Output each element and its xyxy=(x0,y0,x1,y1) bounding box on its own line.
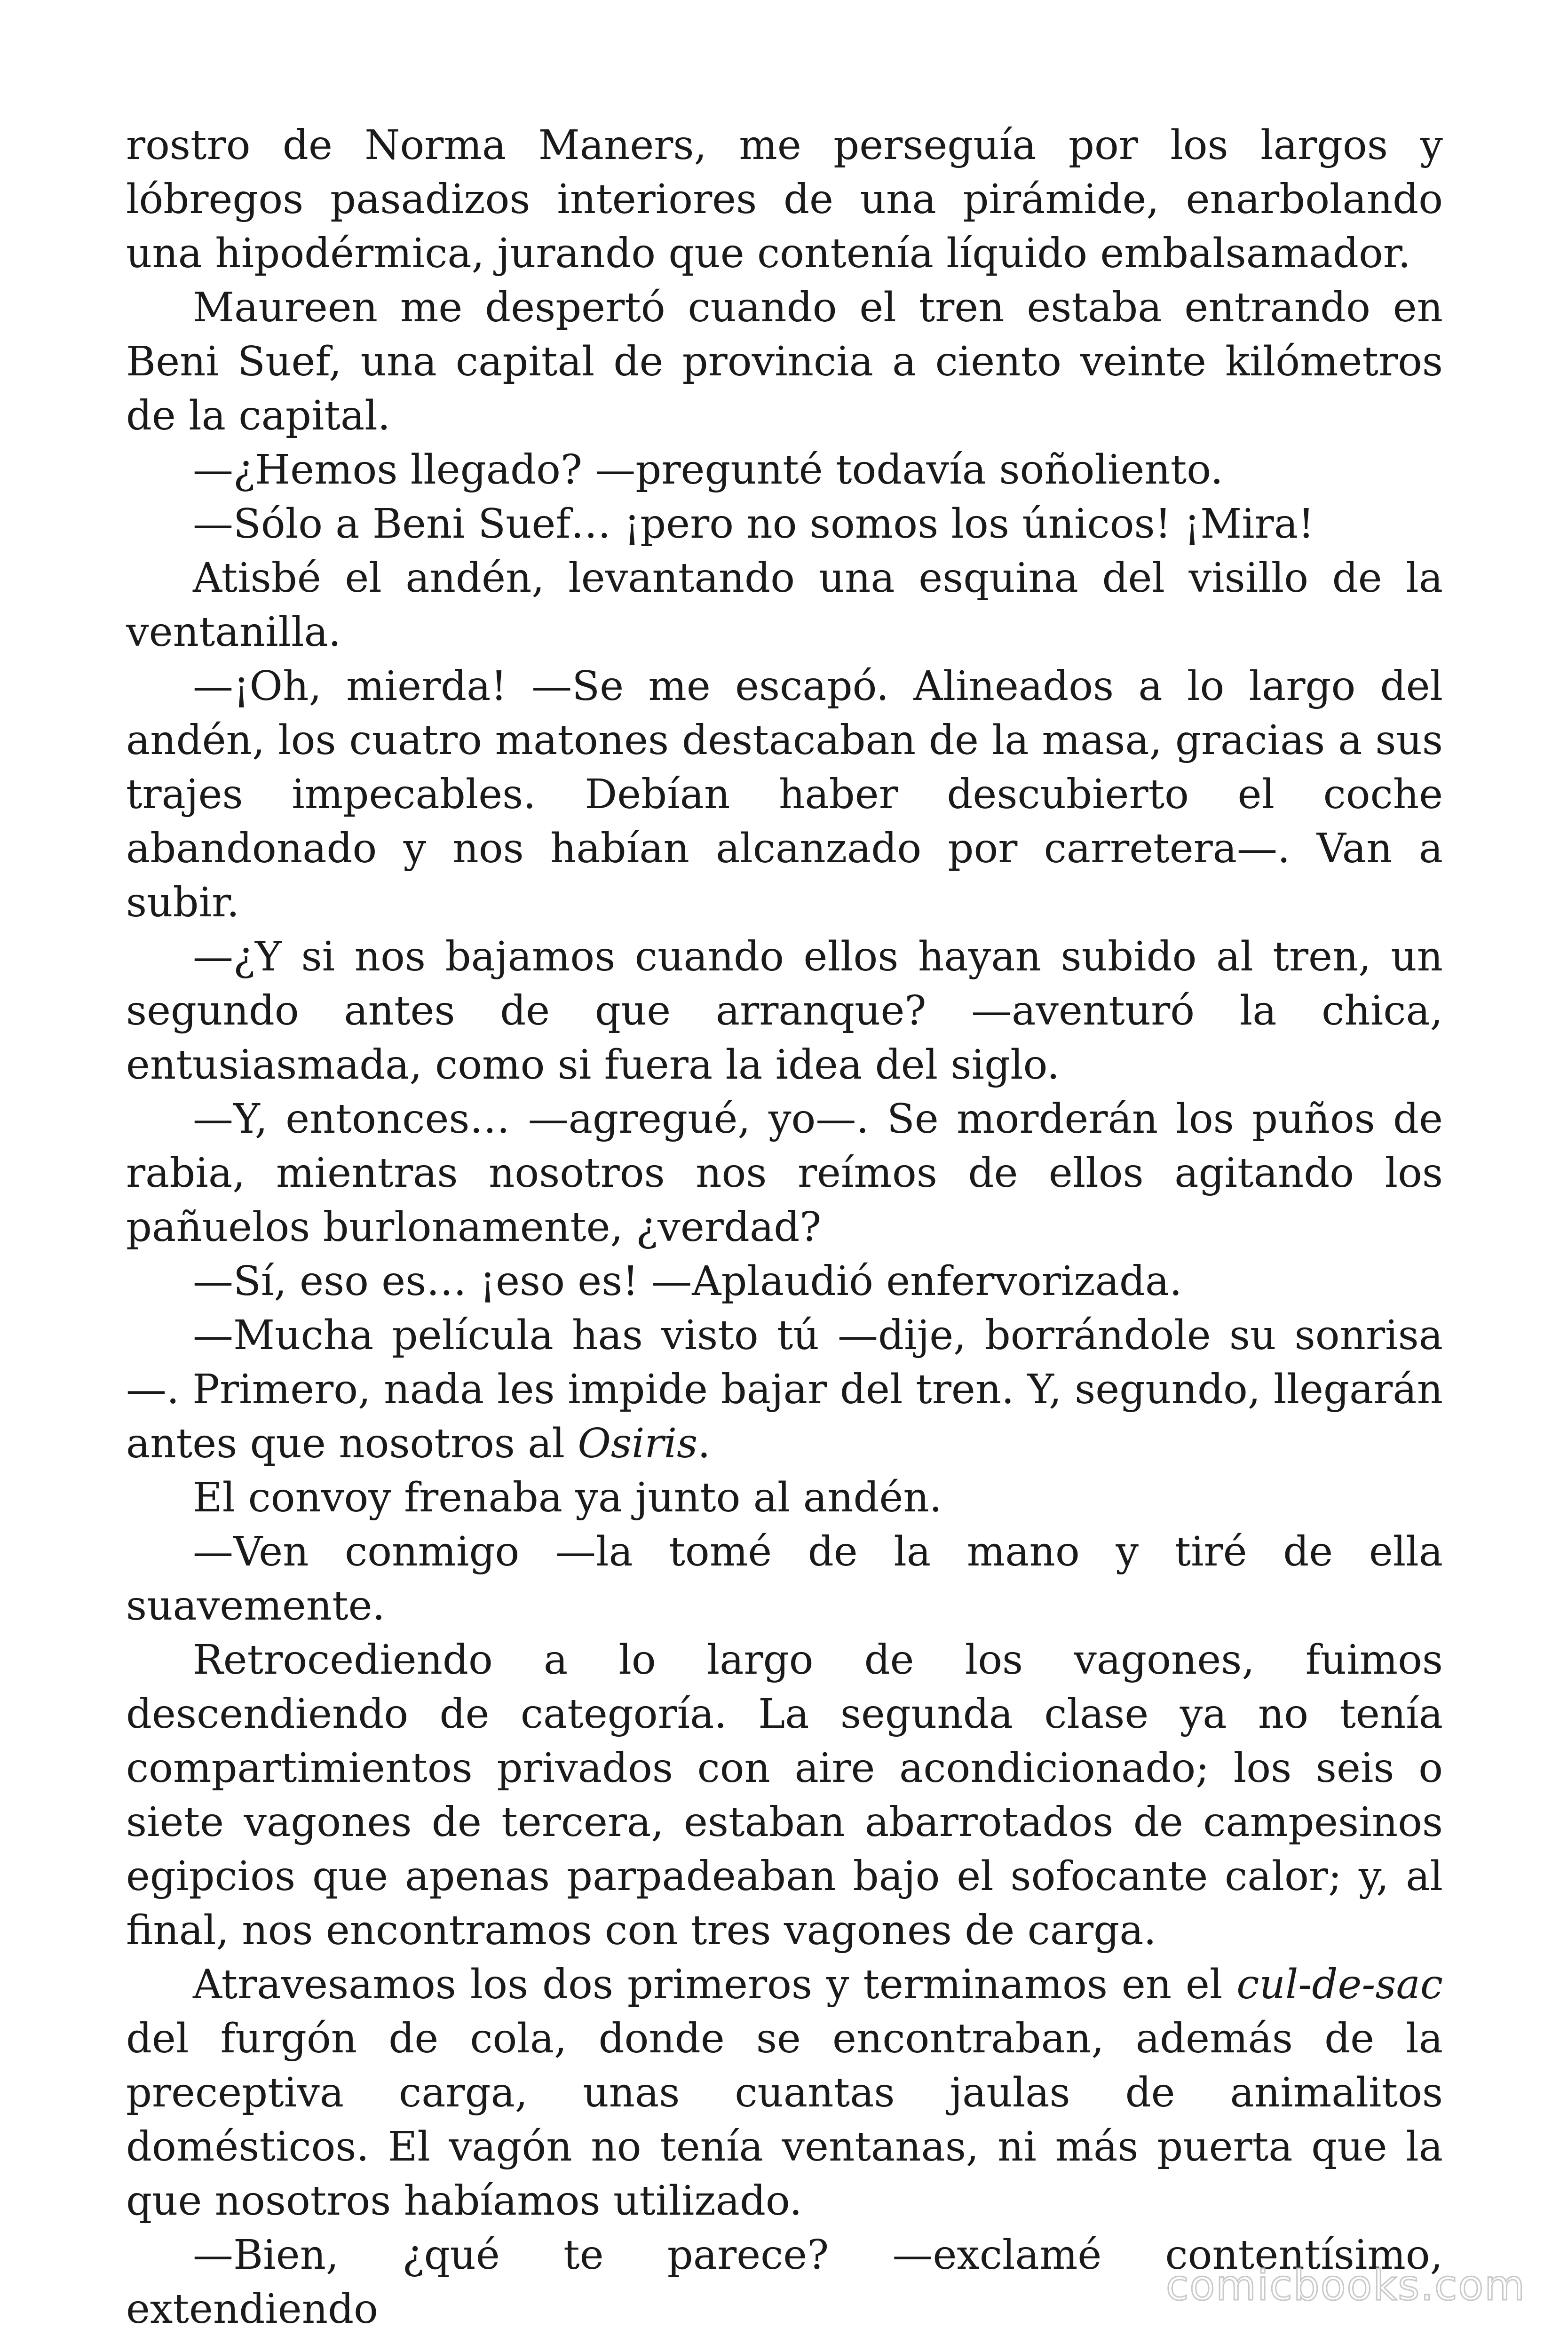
body-paragraph xyxy=(126,281,1443,443)
text-run: —Bien, ¿qué te parece? —exclamé contentísimo, extendiendo xyxy=(126,2232,1443,2333)
body-paragraph xyxy=(126,1525,1443,1633)
italic-text-run: cul-de-sac xyxy=(1236,1961,1443,2008)
text-run: del furgón de cola, donde se encontraban, además de la preceptiva carga, unas cuantas jaulas de animalitos domésticos. El vagón no tenía ventanas, ni más puerta que la que nosotros habíamos utilizado. xyxy=(126,2015,1443,2225)
body-paragraph xyxy=(126,551,1443,660)
body-paragraph xyxy=(126,443,1443,497)
text-run: —Mucha película has visto tú —dije, borrándole su sonrisa—. Primero, nada les impide bajar del tren. Y, segundo, llegarán antes que nosotros al xyxy=(126,1312,1443,1467)
body-paragraph xyxy=(126,1092,1443,1255)
text-run: Atisbé el andén, levantando una esquina del visillo de la ventanilla. xyxy=(126,555,1443,656)
text-run: Atravesamos los dos primeros y terminamos en el xyxy=(193,1961,1237,2008)
text-run: —Sólo a Beni Suef… ¡pero no somos los únicos! ¡Mira! xyxy=(193,501,1315,548)
body-paragraph xyxy=(126,930,1443,1092)
text-run: —Y, entonces… —agregué, yo—. Se morderán los puños de rabia, mientras nosotros nos reímos de ellos agitando los pañuelos burlonamente, ¿verdad? xyxy=(126,1096,1443,1251)
body-paragraph xyxy=(126,1471,1443,1525)
book-page xyxy=(126,119,1443,2336)
body-paragraph xyxy=(126,1309,1443,1471)
text-run: —¿Y si nos bajamos cuando ellos hayan subido al tren, un segundo antes de que arranque? —aventuró la chica, entusiasmada, como si fuera la idea del siglo. xyxy=(126,933,1443,1089)
body-paragraph xyxy=(126,1255,1443,1309)
text-run: Maureen me despertó cuando el tren estaba entrando en Beni Suef, una capital de provincia a ciento veinte kilómetros de la capital. xyxy=(126,284,1443,439)
text-run: Retrocediendo a lo largo de los vagones, fuimos descendiendo de categoría. La segunda clase ya no tenía compartimientos privados con aire acondicionado; los seis o siete vagones de tercera, estaban abarrotados de campesinos egipcios que apenas parpadeaban bajo el sofocante calor; y, al final, nos encontramos con tres vagones de carga. xyxy=(126,1637,1443,1954)
text-run: —Ven conmigo —la tomé de la mano y tiré de ella suavemente. xyxy=(126,1528,1443,1629)
text-run: —Sí, eso es… ¡eso es! —Aplaudió enfervorizada. xyxy=(193,1258,1182,1305)
body-paragraph xyxy=(126,497,1443,551)
text-run: rostro de Norma Maners, me perseguía por los largos y lóbregos pasadizos interiores de una pirámide, enarbolando una hipodérmica, jurando que contenía líquido embalsamador. xyxy=(126,122,1443,277)
text-run: —¿Hemos llegado? —pregunté todavía soñoliento. xyxy=(193,446,1223,493)
body-paragraph xyxy=(126,660,1443,930)
watermark: comicbooks.com xyxy=(1165,2261,1526,2310)
body-paragraph xyxy=(126,1633,1443,1958)
body-paragraph xyxy=(126,1958,1443,2228)
text-run: El convoy frenaba ya junto al andén. xyxy=(193,1474,942,1521)
text-run: . xyxy=(697,1420,711,1467)
body-paragraph xyxy=(126,119,1443,281)
italic-text-run: Osiris xyxy=(578,1420,698,1467)
page-body-text xyxy=(126,119,1443,2336)
text-run: —¡Oh, mierda! —Se me escapó. Alineados a lo largo del andén, los cuatro matones destacaban de la masa, gracias a sus trajes impecables. Debían haber descubierto el coche abandonado y nos habían alcanzado por carretera—. Van a subir. xyxy=(126,663,1443,926)
